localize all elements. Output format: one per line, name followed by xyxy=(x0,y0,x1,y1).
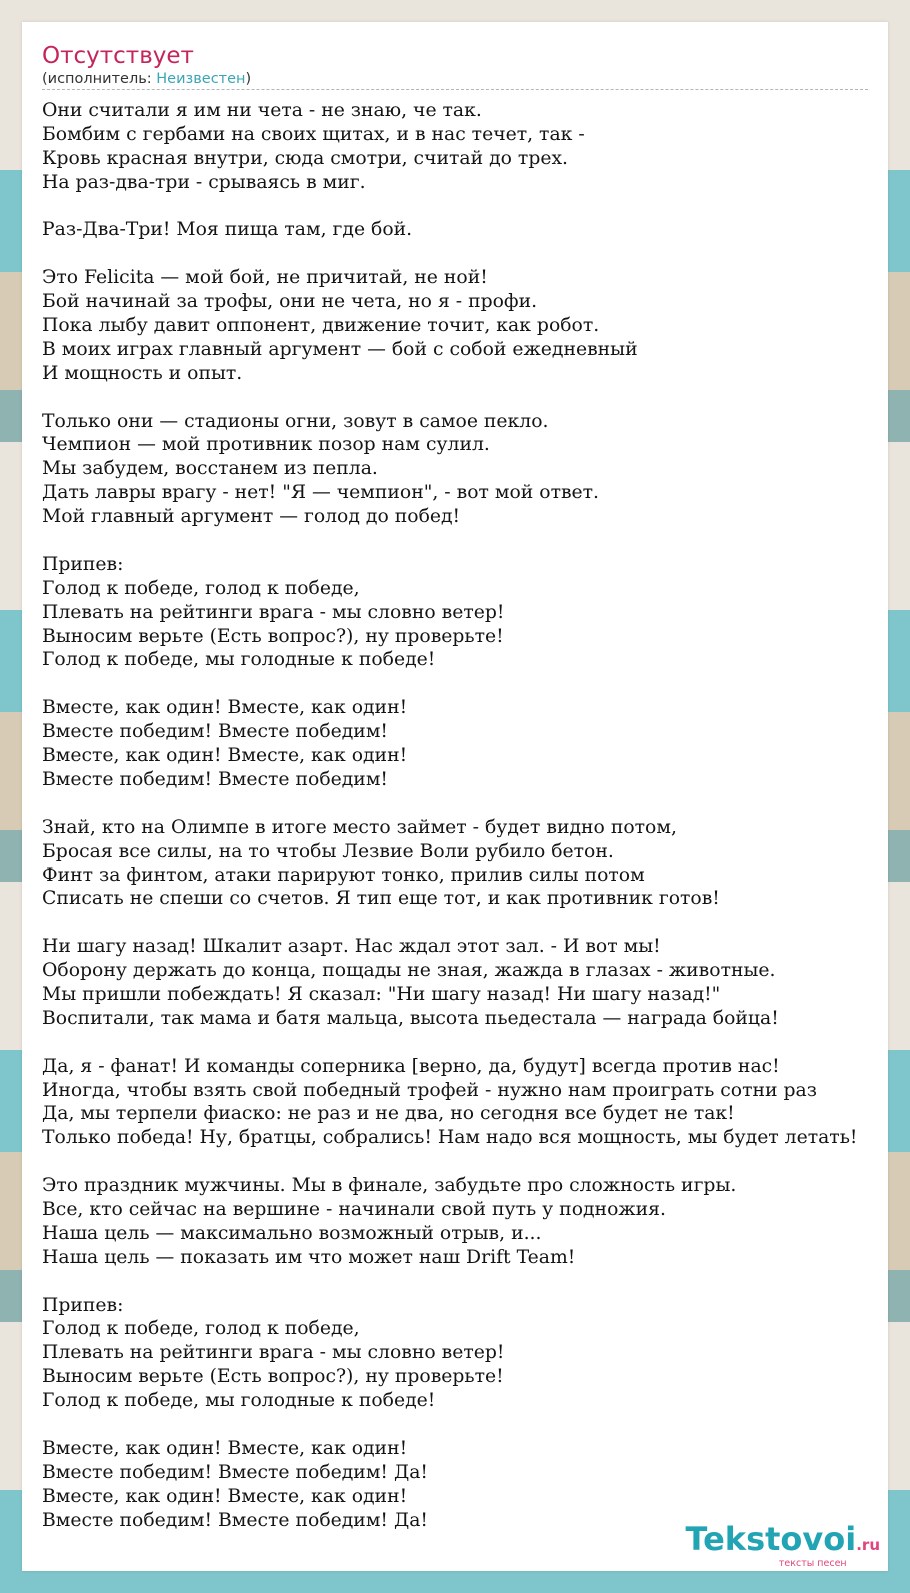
header-divider xyxy=(42,89,868,90)
lyric-line: Мы забудем, восстанем из пепла. xyxy=(42,458,378,480)
lyric-line: Наша цель — показать им что может наш Drift Team! xyxy=(42,1246,576,1268)
site-logo[interactable] xyxy=(686,1522,880,1569)
lyric-line: Вместе победим! Вместе победим! Да! xyxy=(42,1509,428,1531)
lyric-line: Да, мы терпели фиаско: не раз и не два, но сегодня все будет не так! xyxy=(42,1103,735,1125)
lyric-line: Знай, кто на Олимпе в итоге место займет - будет видно потом, xyxy=(42,816,677,838)
lyric-line: Голод к победе, голод к победе, xyxy=(42,577,360,599)
lyric-line: Вместе победим! Вместе победим! xyxy=(42,721,388,743)
lyric-line: Вместе, как один! Вместе, как один! xyxy=(42,1485,408,1507)
lyric-line: Вместе, как один! Вместе, как один! xyxy=(42,745,408,767)
lyric-line: Списать не спеши со счетов. Я тип еще тот, и как противник готов! xyxy=(42,888,720,910)
lyric-line: Голод к победе, мы голодные к победе! xyxy=(42,649,436,671)
lyric-line: Бой начинай за трофы, они не чета, но я - профи. xyxy=(42,291,538,313)
lyric-line: Припев: xyxy=(42,553,124,575)
lyric-line: Вместе победим! Вместе победим! xyxy=(42,768,388,790)
logo-brand: Tekstovoi xyxy=(685,1520,857,1558)
lyric-line: Вместе, как один! Вместе, как один! xyxy=(42,697,408,719)
stanza-break xyxy=(42,1413,910,1437)
lyric-line: Это Felicita — мой бой, не причитай, не ной! xyxy=(42,267,488,289)
artist-line xyxy=(42,70,251,88)
lyric-line: Плевать на рейтинги врага - мы словно ветер! xyxy=(42,601,505,623)
lyric-line: Воспитали, так мама и батя мальца, высота пьедестала — награда бойца! xyxy=(42,1007,779,1029)
lyric-line: Бросая все силы, на то чтобы Лезвие Воли рубило бетон. xyxy=(42,840,614,862)
artist-prefix: (исполнитель: xyxy=(42,71,157,87)
lyric-line: Только они — стадионы огни, зовут в самое пекло. xyxy=(42,410,549,432)
lyric-line: Мы пришли побеждать! Я сказал: "Ни шагу назад! Ни шагу назад!" xyxy=(42,983,721,1005)
lyric-line: Голод к победе, голод к победе, xyxy=(42,1318,360,1340)
lyric-line: Вместе победим! Вместе победим! Да! xyxy=(42,1461,428,1483)
lyric-line: Только победа! Ну, братцы, собрались! Нам надо вся мощность, мы будет летать! xyxy=(42,1127,858,1149)
stanza-break xyxy=(42,1150,910,1174)
lyric-line: Финт за финтом, атаки парируют тонко, прилив силы потом xyxy=(42,864,645,886)
lyric-line: Они считали я им ни чета - не знаю, че так. xyxy=(42,100,482,121)
lyric-line: Выносим верьте (Есть вопрос?), ну проверьте! xyxy=(42,1366,504,1388)
stanza-break xyxy=(42,242,910,266)
lyric-line: Пока лыбу давит оппонент, движение точит, как робот. xyxy=(42,315,600,337)
stanza-break xyxy=(42,1031,910,1055)
lyric-line: Припев: xyxy=(42,1294,124,1316)
lyrics-text xyxy=(42,99,910,1532)
lyric-line: Оборону держать до конца, пощады не зная, жажда в глазах - животные. xyxy=(42,960,776,982)
stanza-break xyxy=(42,672,910,696)
lyric-line: Иногда, чтобы взять свой победный трофей - нужно нам проиграть сотни раз xyxy=(42,1079,817,1101)
lyric-line: Плевать на рейтинги врага - мы словно ветер! xyxy=(42,1342,505,1364)
lyrics-card xyxy=(22,22,888,1571)
lyric-line: Дать лавры врагу - нет! "Я — чемпион", - вот мой ответ. xyxy=(42,482,600,504)
lyric-line: В моих играх главный аргумент — бой с собой ежедневный xyxy=(42,338,638,360)
lyric-line: Наша цель — максимально возможный отрыв, и... xyxy=(42,1222,542,1244)
lyric-line: Бомбим с гербами на своих щитах, и в нас течет, так - xyxy=(42,123,585,145)
lyric-line: Ни шагу назад! Шкалит азарт. Нас ждал этот зал. - И вот мы! xyxy=(42,936,661,958)
stanza-break xyxy=(42,195,910,219)
lyric-line: Раз-Два-Три! Моя пища там, где бой. xyxy=(42,219,413,241)
stanza-break xyxy=(42,386,910,410)
lyric-line: И мощность и опыт. xyxy=(42,362,243,384)
lyric-line: Голод к победе, мы голодные к победе! xyxy=(42,1390,436,1412)
artist-link[interactable]: Неизвестен xyxy=(156,71,246,87)
artist-suffix: ) xyxy=(245,71,252,87)
lyric-line: Это праздник мужчины. Мы в финале, забудьте про сложность игры. xyxy=(42,1175,737,1197)
stanza-break xyxy=(42,529,910,553)
stanza-break xyxy=(42,1270,910,1294)
logo-tagline: тексты песен xyxy=(778,1558,847,1569)
stanza-break xyxy=(42,911,910,935)
lyric-line: Все, кто сейчас на вершине - начинали свой путь у подножия. xyxy=(42,1198,666,1220)
lyric-line: Мой главный аргумент — голод до побед! xyxy=(42,506,461,528)
logo-tld: .ru xyxy=(856,1536,880,1554)
lyric-line: Чемпион — мой противник позор нам сулил. xyxy=(42,434,490,456)
song-title: Отсутствует xyxy=(42,43,194,69)
stanza-break xyxy=(42,792,910,816)
lyric-line: Выносим верьте (Есть вопрос?), ну проверьте! xyxy=(42,625,504,647)
lyric-line: На раз-два-три - срываясь в миг. xyxy=(42,171,366,193)
lyric-line: Кровь красная внутри, сюда смотри, считай до трех. xyxy=(42,147,569,169)
lyric-line: Да, я - фанат! И команды соперника [верно, да, будут] всегда против нас! xyxy=(42,1055,780,1077)
lyric-line: Вместе, как один! Вместе, как один! xyxy=(42,1437,408,1459)
